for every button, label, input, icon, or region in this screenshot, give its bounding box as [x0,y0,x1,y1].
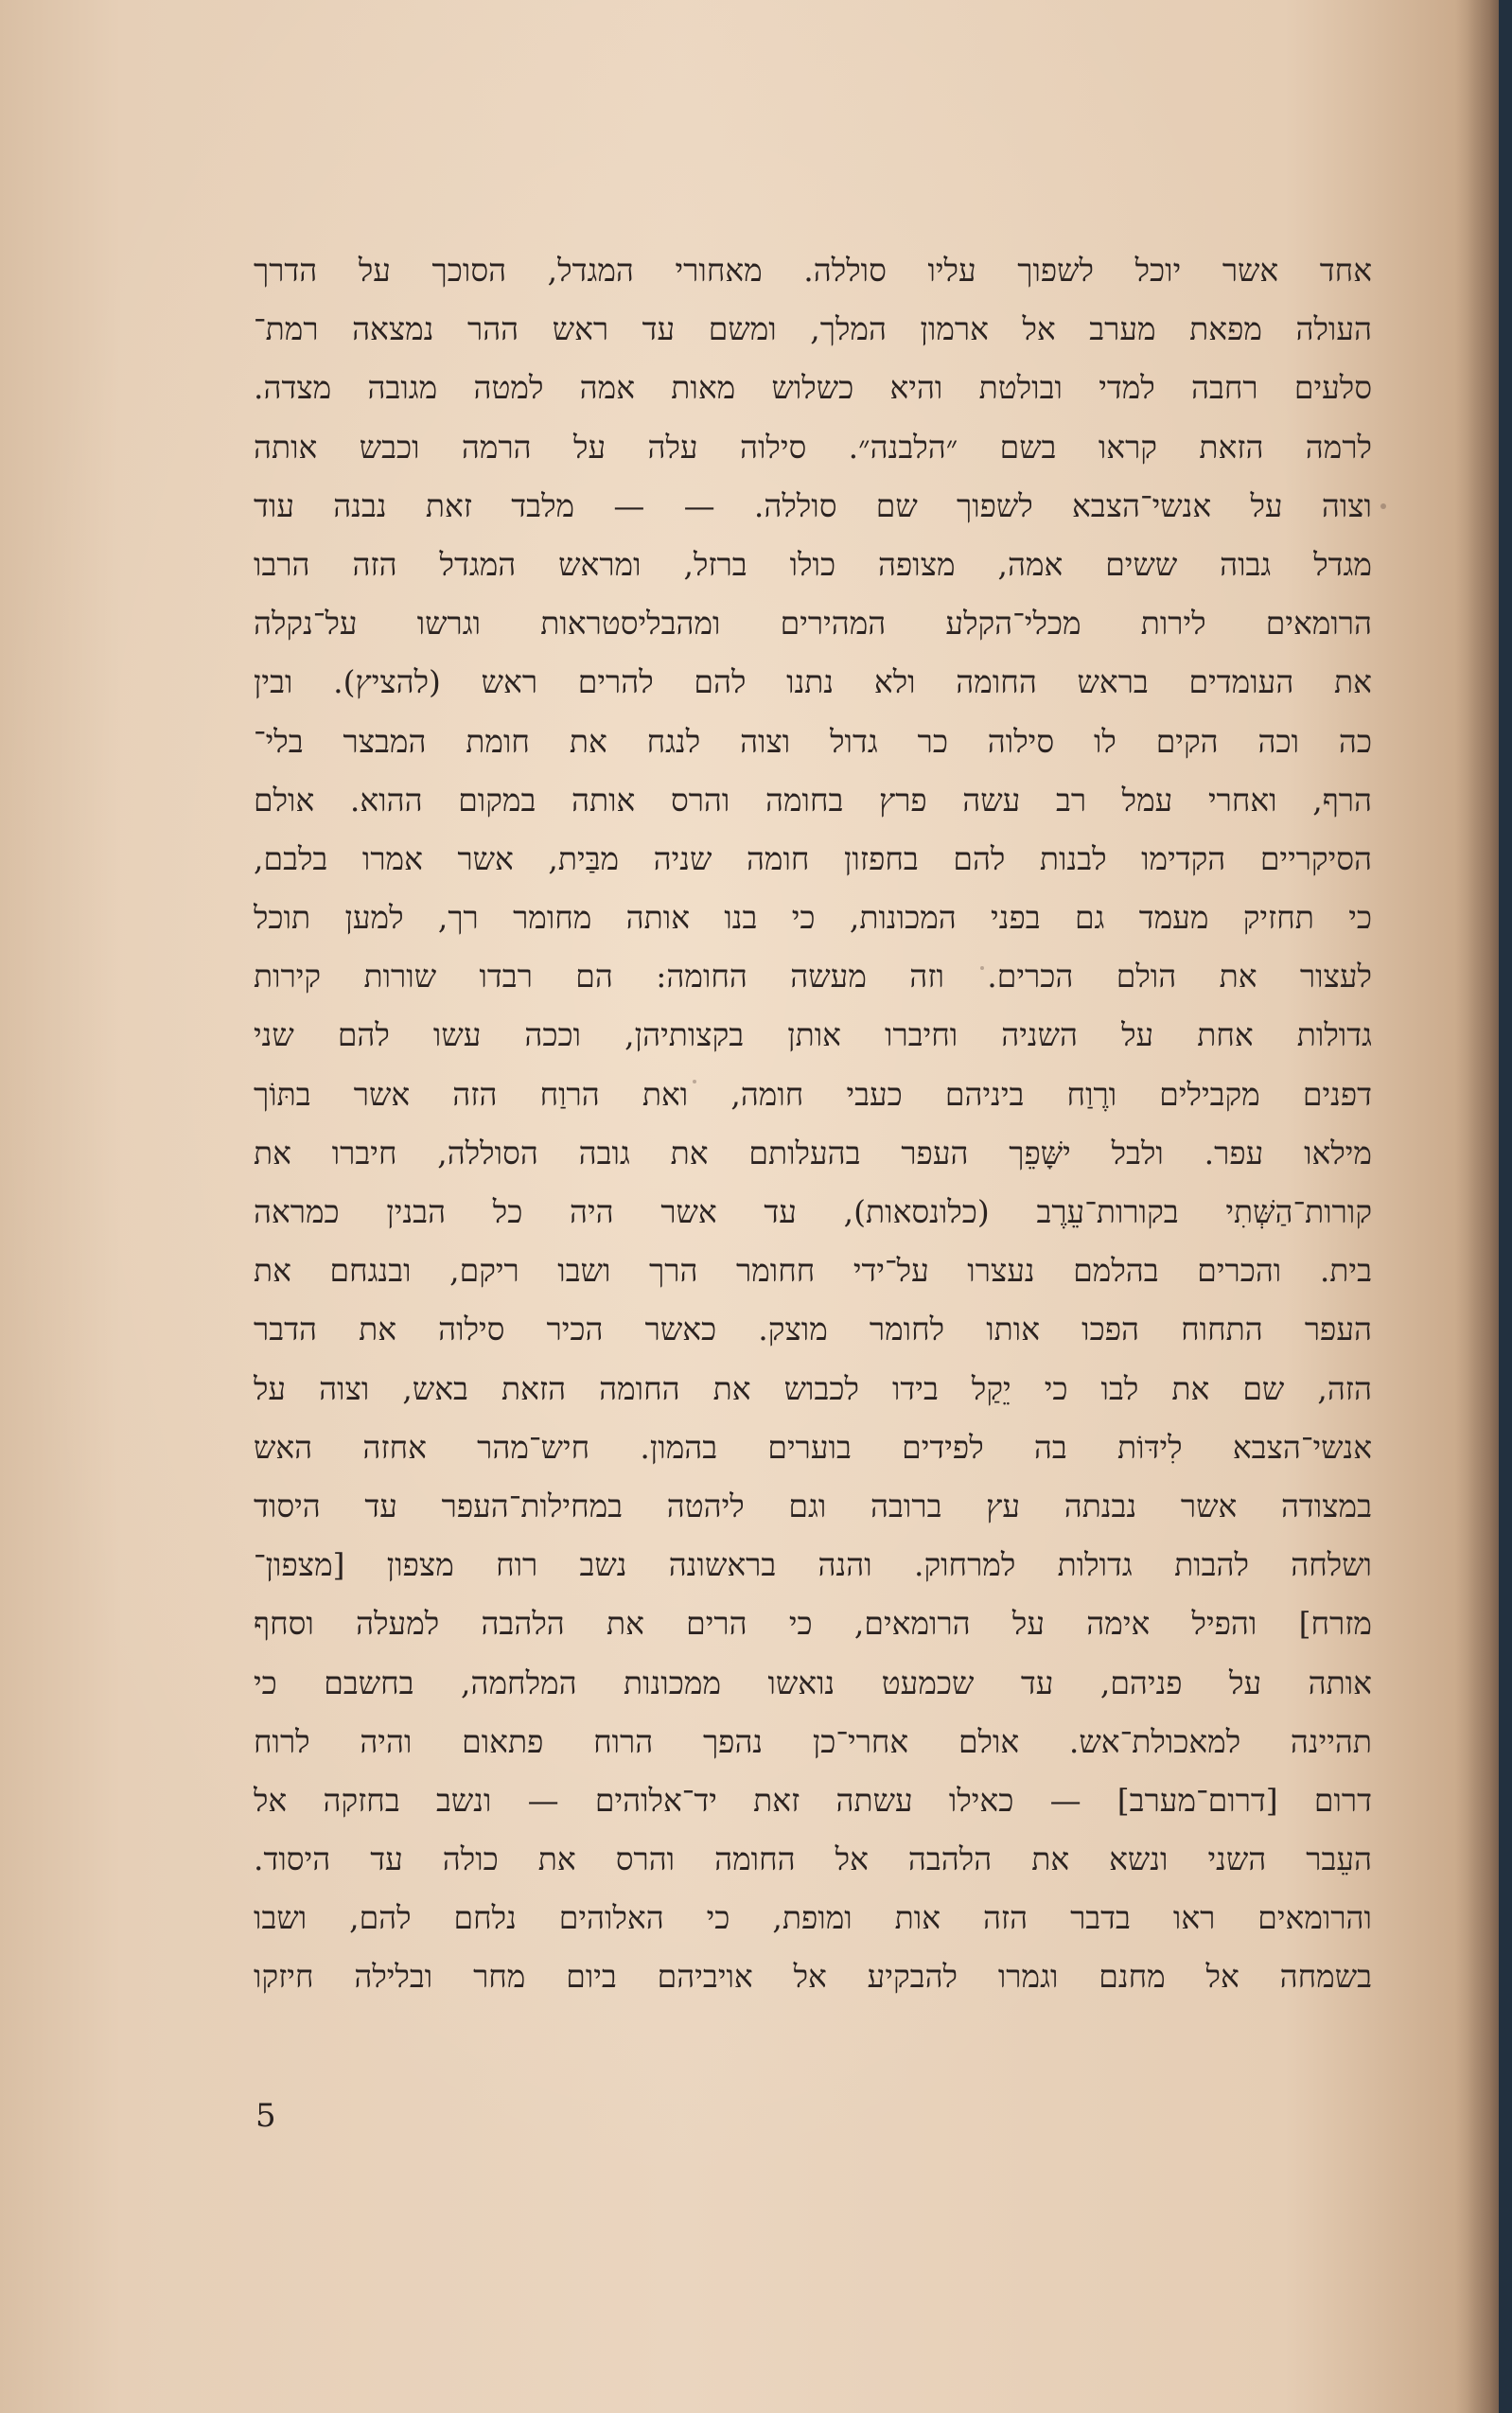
text-line: הזה, שם את לבו כי יֵקַל בידו לכבוש את החומה הזאת באש, וצוה על [254,1369,1372,1407]
paper-speck [1380,503,1386,509]
text-line: תהיינה למאכולת־אש. אולם אחרי־כן נהפך הרוח פתאום והיה לרוח [254,1722,1372,1760]
text-line: כה וכה הקים לו סילוה כר גדול וצוה לנגח את חומת המבצר בלי־ [254,722,1372,760]
text-line: הסיקריים הקדימו לבנות להם בחפזון חומה שניה מבַּית, אשר אמרו בלבם, [254,839,1372,877]
text-line: כי תחזיק מעמד גם בפני המכונות, כי בנו אותה מחומר רך, למען תוכל [254,899,1372,937]
text-line: סלעים רחבה למדי ובולטת והיא כשלוש מאות אמה למטה מגובה מצדה. [254,369,1372,407]
text-line: הרומאים לירות מכלי־הקלע המהירים ומהבליסטראות וגרשו על־נקלה [254,605,1372,643]
text-line: העולה מפאת מערב אל ארמון המלך, ומשם עד ראש ההר נמצאה רמת־ [254,310,1372,348]
text-line: דפנים מקבילים ורֶוַח ביניהם כעבי חומה, ואת הרוַח הזה אשר בתּוֹך [254,1075,1372,1113]
text-line: אנשי־הצבא לִידּוֹת בה לפידים בוערים בהמון. חיש־מהר אחזה האש [254,1428,1372,1466]
text-line: לעצור את הולם הכרים. וזה מעשה החומה: הם רבדו שורות קירות [254,958,1372,995]
text-line: מילאו עפר. ולבל ישָּׁפֵך העפר בהעלותם את גובה הסוללה, חיברו את [254,1134,1372,1171]
text-line: מזרח] והפיל אימה על הרומאים, כי הרים את הלהבה למעלה וסחף [254,1605,1372,1643]
text-line: מגדל גבוה ששים אמה, מצופה כולו ברזל, ומראש המגדל הזה הרבו [254,545,1372,583]
paper-speck [980,966,984,970]
text-line: דרום [דרום־מערב] — כאילו עשתה זאת יד־אלוהים — ונשב בחזקה אל [254,1781,1372,1819]
text-line: בית. והכרים בהלמם נעצרו על־ידי חחומר הרך ושבו ריקם, ובנגחם את [254,1252,1372,1290]
text-line: העפר התחוח הפכו אותו לחומר מוצק. כאשר הכיר סילוה את הדבר [254,1311,1372,1348]
text-line: לרמה הזאת קראו בשם ״הלבנה״. סילוה עלה על הרמה וכבש אותה [254,428,1372,466]
text-line: גדולות אחת על השניה וחיברו אותן בקצותיהן, וככה עשו להם שני [254,1016,1372,1054]
text-line: ושלחה להבות גדולות למרחוק. והנה בראשונה נשב רוח מצפון [מצפון־ [254,1546,1372,1584]
text-line: במצודה אשר נבנתה עץ ברובה וגם ליהטה במחילות־העפר עד היסוד [254,1487,1372,1524]
text-line: הרף, ואחרי עמל רב עשה פרץ בחומה והרס אותה במקום ההוא. אולם [254,781,1372,819]
body-text [254,241,1372,2007]
text-line: והרומאים ראו בדבר הזה אות ומופת, כי האלוהים נלחם להם, ושבו [254,1899,1372,1937]
text-line: את העומדים בראש החומה ולא נתנו להם להרים ראש (להציץ). ובין [254,663,1372,701]
book-cover-edge [1499,0,1512,2413]
text-line: אותה על פניהם, עד שכמעט נואשו ממכונות המלחמה, בחשבם כי [254,1664,1372,1701]
paper-speck [693,1080,696,1083]
page-number: 5 [255,2097,276,2135]
text-line: קורות־הַשְּׁתִי בקורות־עֵרֶב (כלונסאות), עד אשר היה כל הבנין כמראה [254,1193,1372,1230]
text-line: אחד אשר יוכל לשפוך עליו סוללה. מאחורי המגדל, הסוכך על הדרך [254,252,1372,289]
text-line: העֵבר השני ונשא את הלהבה אל החומה והרס את כולה עד היסוד. [254,1841,1372,1878]
text-line: וצוה על אנשי־הצבא לשפוך שם סוללה. — — מלבד זאת נבנה עוד [254,486,1372,524]
text-line: בשמחה אל מחנם וגמרו להבקיע אל אויביהם ביום מחר ובלילה חיזקו [254,1958,1372,1996]
